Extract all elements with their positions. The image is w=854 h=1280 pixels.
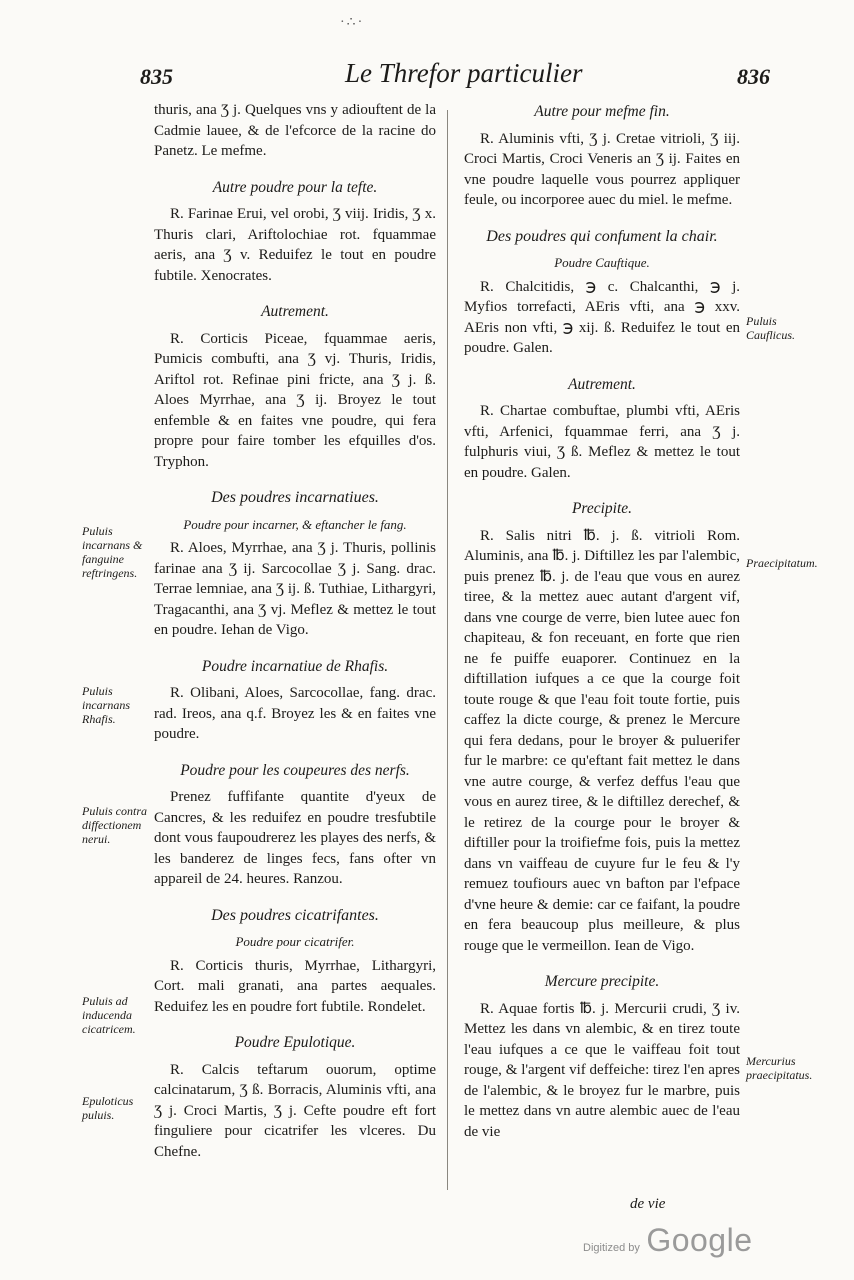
margin-note: Puluis contra diffectionem nerui. [82, 804, 147, 846]
section-heading: Des poudres qui confument la chair. [486, 227, 718, 245]
subheading: Poudre pour cicatrifer. [235, 934, 355, 949]
recipe-text: R. Aquae fortis ℔. j. Mercurii crudi, Ʒ iv. Mettez les dans vn alembic, & en tirez toute l'eau iufques a ce que le vaiffeau foit tout rouge, & l'argent vif deffeiche: tirez l'en apres de l'alembic, & le broyez fur le marbre, puis le mettez dans vn autre alembic auec de l'eau de vie [464, 1000, 740, 1140]
section-heading: Poudre incarnatiue de Rhafis. [201, 657, 389, 675]
recipe-text: R. Aluminis vfti, Ʒ j. Cretae vitrioli, Ʒ iij. Croci Martis, Croci Veneris an Ʒ ij. Faites en vne poudre laquelle vous pourrez appliquer feule, ou incorporee auec du miel. le mefme. [464, 130, 740, 208]
recipe-text: R. Olibani, Aloes, Sarcocollae, fang. drac. rad. Ireos, ana q.f. Broyez les & en faites vne poudre. [154, 685, 436, 742]
paragraph: thuris, ana Ʒ j. Quelques vns y adiouftent de la Cadmie lauee, & de l'efcorce de la racine do Panetz. Le mefme. [154, 102, 436, 159]
left-column [154, 100, 436, 1162]
section-heading: Mercure precipite. [544, 973, 660, 990]
digitization-watermark [583, 1222, 753, 1259]
catchword: de vie [630, 1196, 666, 1212]
margin-note: Epuloticus puluis. [82, 1094, 134, 1122]
section-heading: Poudre Epulotique. [234, 1034, 356, 1051]
recipe-text: R. Farinae Erui, vel orobi, Ʒ viij. Iridis, Ʒ x. Thuris clari, Ariftolochiae rot. fquammae aeris, ana Ʒ v. Reduifez le tout en poudre fubtile. Xenocrates. [154, 206, 436, 284]
section-heading: Precipite. [571, 500, 633, 517]
section-heading: Autre pour mefme fin. [534, 103, 670, 120]
section-heading: Autrement. [261, 303, 329, 320]
running-title: Le Threfor particulier [345, 58, 583, 88]
recipe-text: R. Corticis thuris, Myrrhae, Lithargyri, Cort. mali granati, ana partes aequales. Reduifez les en poudre fort fubtile. Rondelet. [154, 957, 436, 1015]
column-divider [447, 110, 448, 1190]
section-heading: Des poudres incarnatiues. [211, 489, 379, 506]
recipe-text: R. Chalcitidis, ℈ c. Chalcanthi, ℈ j. Myfios torrefacti, AEris vfti, ana ℈ xxv. AEris non vfti, ℈ xij. ß. Reduifez le tout en poudre. Galen. [464, 278, 740, 356]
watermark-prefix: Digitized by [583, 1242, 640, 1254]
margin-note: Puluis Cauflicus. [746, 314, 796, 342]
top-ornament: ·∴· [340, 15, 365, 30]
section-heading: Poudre pour les coupeures des nerfs. [180, 761, 410, 779]
margin-note: Praecipitatum. [746, 556, 818, 570]
page-number-left: 835 [140, 64, 173, 89]
margin-note: Puluis ad inducenda cicatricem. [82, 994, 136, 1036]
recipe-text: R. Chartae combuftae, plumbi vfti, AEris vfti, Arfenici, fquammae ferri, ana Ʒ j. fulphuris viui, Ʒ ß. Meflez & mettez le tout en poudre. Galen. [464, 403, 740, 481]
section-heading: Des poudres cicatrifantes. [211, 906, 379, 924]
margin-note: Mercurius praecipitatus. [746, 1054, 813, 1082]
margin-note: Puluis incarnans Rhafis. [82, 684, 130, 726]
recipe-text: R. Aloes, Myrrhae, ana Ʒ j. Thuris, pollinis farinae ana Ʒ ij. Sarcocollae Ʒ j. Sang. drac. Terrae lemniae, ana Ʒ ij. ß. Tuthiae, Lithargyri, Tragacanthi, ana Ʒ vj. Meflez & mettez le tout en poudre. Iehan de Vigo. [154, 540, 436, 638]
recipe-text: Prenez fuffifante quantite d'yeux de Cancres, & les reduifez en poudre tresfubtile dont vous faupoudrerez les playes des nerfs, & les banderez de linges fecs, fans ofter vn appareil de 24. heures. Ranzou. [154, 789, 436, 887]
recipe-text: R. Calcis teftarum ouorum, optime calcinatarum, Ʒ ß. Borracis, Aluminis vfti, ana Ʒ j. Croci Martis, Ʒ j. Cefte poudre eft fort finguliere pour cicatrifer les vlceres. Du Chefne. [154, 1061, 436, 1160]
google-logo: Google [646, 1222, 753, 1258]
section-heading: Autrement. [568, 375, 636, 393]
page-number-right: 836 [737, 64, 770, 89]
right-column [464, 100, 740, 1142]
recipe-text: R. Corticis Piceae, fquammae aeris, Pumicis combufti, ana Ʒ vj. Thuris, Iridis, Ariftol rot. Refinae pini fricte, ana Ʒ j. ß. Aloes Myrrhae, ana Ʒ ij. Broyez le tout enfemble & en faites vne poudre, qui fera propre pour faire tomber les efquilles d'os. Tryphon. [154, 330, 436, 470]
margin-note: Puluis incarnans & fanguine reftringens. [82, 524, 143, 580]
recipe-text: R. Salis nitri ℔. j. ß. vitrioli Rom. Aluminis, ana ℔. j. Diftillez les par l'alembic, puis prenez ℔. j. de l'eau que vous en aurez tiree, & la mettez auec autant d'argent vif, dans vne courge de verre, bien lutee auec fon chapiteau, & fon receuant, en forte que rien ne fe puiffe euaporer. Continuez en la diftillation iufques a ce que la courge foit toute rouge & que l'eau foit toute fortie, puis caffez la dicte courge, & prenez le Mercure qui fera dedans, pour le broyer & puluerifer fur le marbre: ce qu'eftant fait mettez le dans vne autre courge, & verfez deffus l'eau que vous en aurez tiree, & le diftillez derechef, & le retirez de la courge pour le broyer & diftiller pour la troifiefme fois, puis la mettez dans vn vaiffeau de cuyure fur le feu & l'y remuez toufiours auec vn bafton par l'efpace d'vne heure & demie: car ce faifant, la poudre en fera beaucoup plus meilleure, & plus rouge que le vermeillon. Iean de Vigo. [464, 527, 740, 954]
section-heading: Autre poudre pour la tefte. [212, 178, 378, 196]
page-header [140, 58, 770, 98]
subheading: Poudre pour incarner, & eftancher le fang. [183, 516, 407, 532]
subheading: Poudre Cauftique. [554, 255, 650, 270]
